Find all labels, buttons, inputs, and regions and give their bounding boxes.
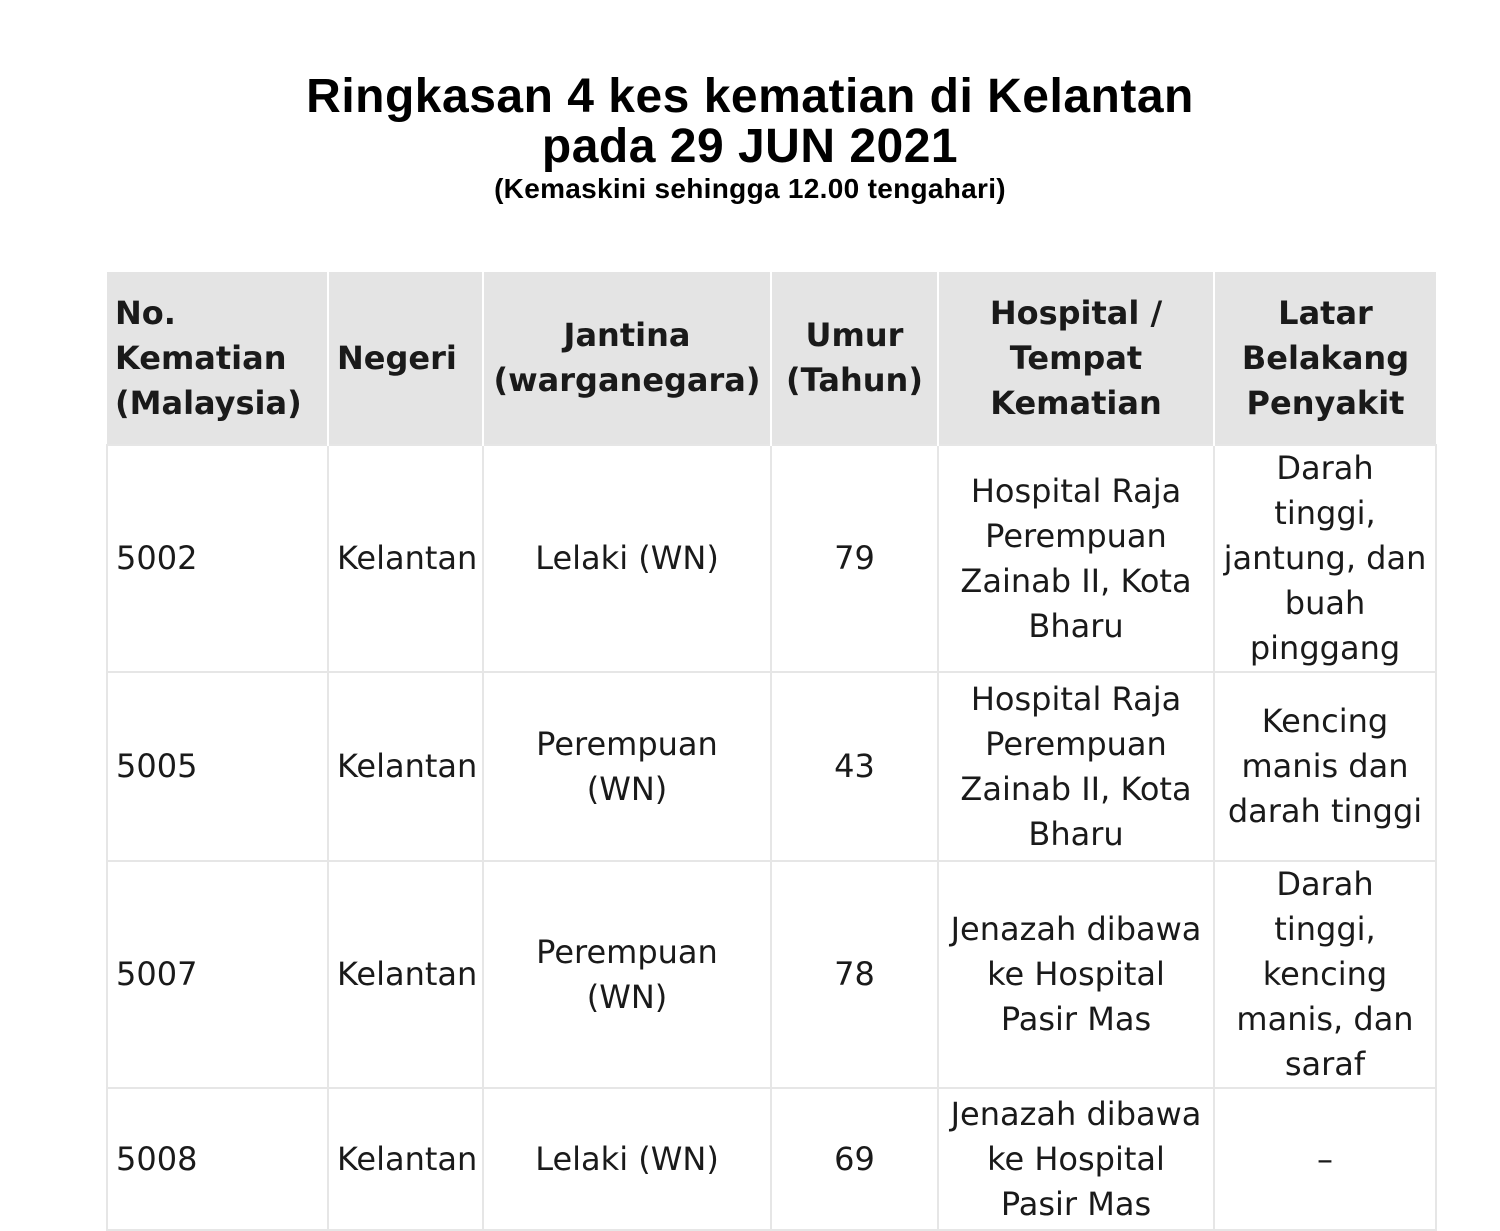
table-row bbox=[107, 672, 1436, 861]
cell-hospital: Jenazah dibawa ke Hospital Pasir Mas bbox=[938, 1088, 1214, 1230]
header-hospital: Hospital / Tempat Kematian bbox=[938, 272, 1214, 445]
table-row bbox=[107, 445, 1436, 672]
table-header-row bbox=[107, 272, 1436, 445]
cell-umur: 78 bbox=[771, 861, 938, 1088]
cell-latar: Darah tinggi, kencing manis, dan saraf bbox=[1214, 861, 1436, 1088]
cell-jantina: Perempuan (WN) bbox=[483, 861, 771, 1088]
cell-umur: 69 bbox=[771, 1088, 938, 1230]
cell-negeri: Kelantan bbox=[328, 1088, 483, 1230]
cell-no: 5007 bbox=[107, 861, 328, 1088]
header-no-kematian: No. Kematian (Malaysia) bbox=[107, 272, 328, 445]
cell-hospital: Hospital Raja Perempuan Zainab II, Kota Bharu bbox=[938, 445, 1214, 672]
page-subtitle: (Kemaskini sehingga 12.00 tengahari) bbox=[494, 173, 1006, 204]
cell-umur: 79 bbox=[771, 445, 938, 672]
title-block bbox=[0, 72, 1500, 206]
cell-no: 5008 bbox=[107, 1088, 328, 1230]
cell-umur: 43 bbox=[771, 672, 938, 861]
cell-hospital: Hospital Raja Perempuan Zainab II, Kota Bharu bbox=[938, 672, 1214, 861]
deaths-table bbox=[106, 272, 1437, 1231]
header-jantina: Jantina (warganegara) bbox=[483, 272, 771, 445]
cell-negeri: Kelantan bbox=[328, 861, 483, 1088]
cell-jantina: Perempuan (WN) bbox=[483, 672, 771, 861]
header-latar-belakang: Latar Belakang Penyakit bbox=[1214, 272, 1436, 445]
page-title-line-2: pada 29 JUN 2021 bbox=[541, 120, 959, 173]
cell-no: 5002 bbox=[107, 445, 328, 672]
cell-latar: Darah tinggi, jantung, dan buah pinggang bbox=[1214, 445, 1436, 672]
cell-latar: Kencing manis dan darah tinggi bbox=[1214, 672, 1436, 861]
table-row bbox=[107, 861, 1436, 1088]
cell-hospital: Jenazah dibawa ke Hospital Pasir Mas bbox=[938, 861, 1214, 1088]
cell-negeri: Kelantan bbox=[328, 672, 483, 861]
cell-negeri: Kelantan bbox=[328, 445, 483, 672]
cell-no: 5005 bbox=[107, 672, 328, 861]
table-row bbox=[107, 1088, 1436, 1230]
header-umur: Umur (Tahun) bbox=[771, 272, 938, 445]
page-title-line-1: Ringkasan 4 kes kematian di Kelantan bbox=[306, 70, 1194, 123]
cell-jantina: Lelaki (WN) bbox=[483, 1088, 771, 1230]
header-negeri: Negeri bbox=[328, 272, 483, 445]
cell-jantina: Lelaki (WN) bbox=[483, 445, 771, 672]
cell-latar: – bbox=[1214, 1088, 1436, 1230]
